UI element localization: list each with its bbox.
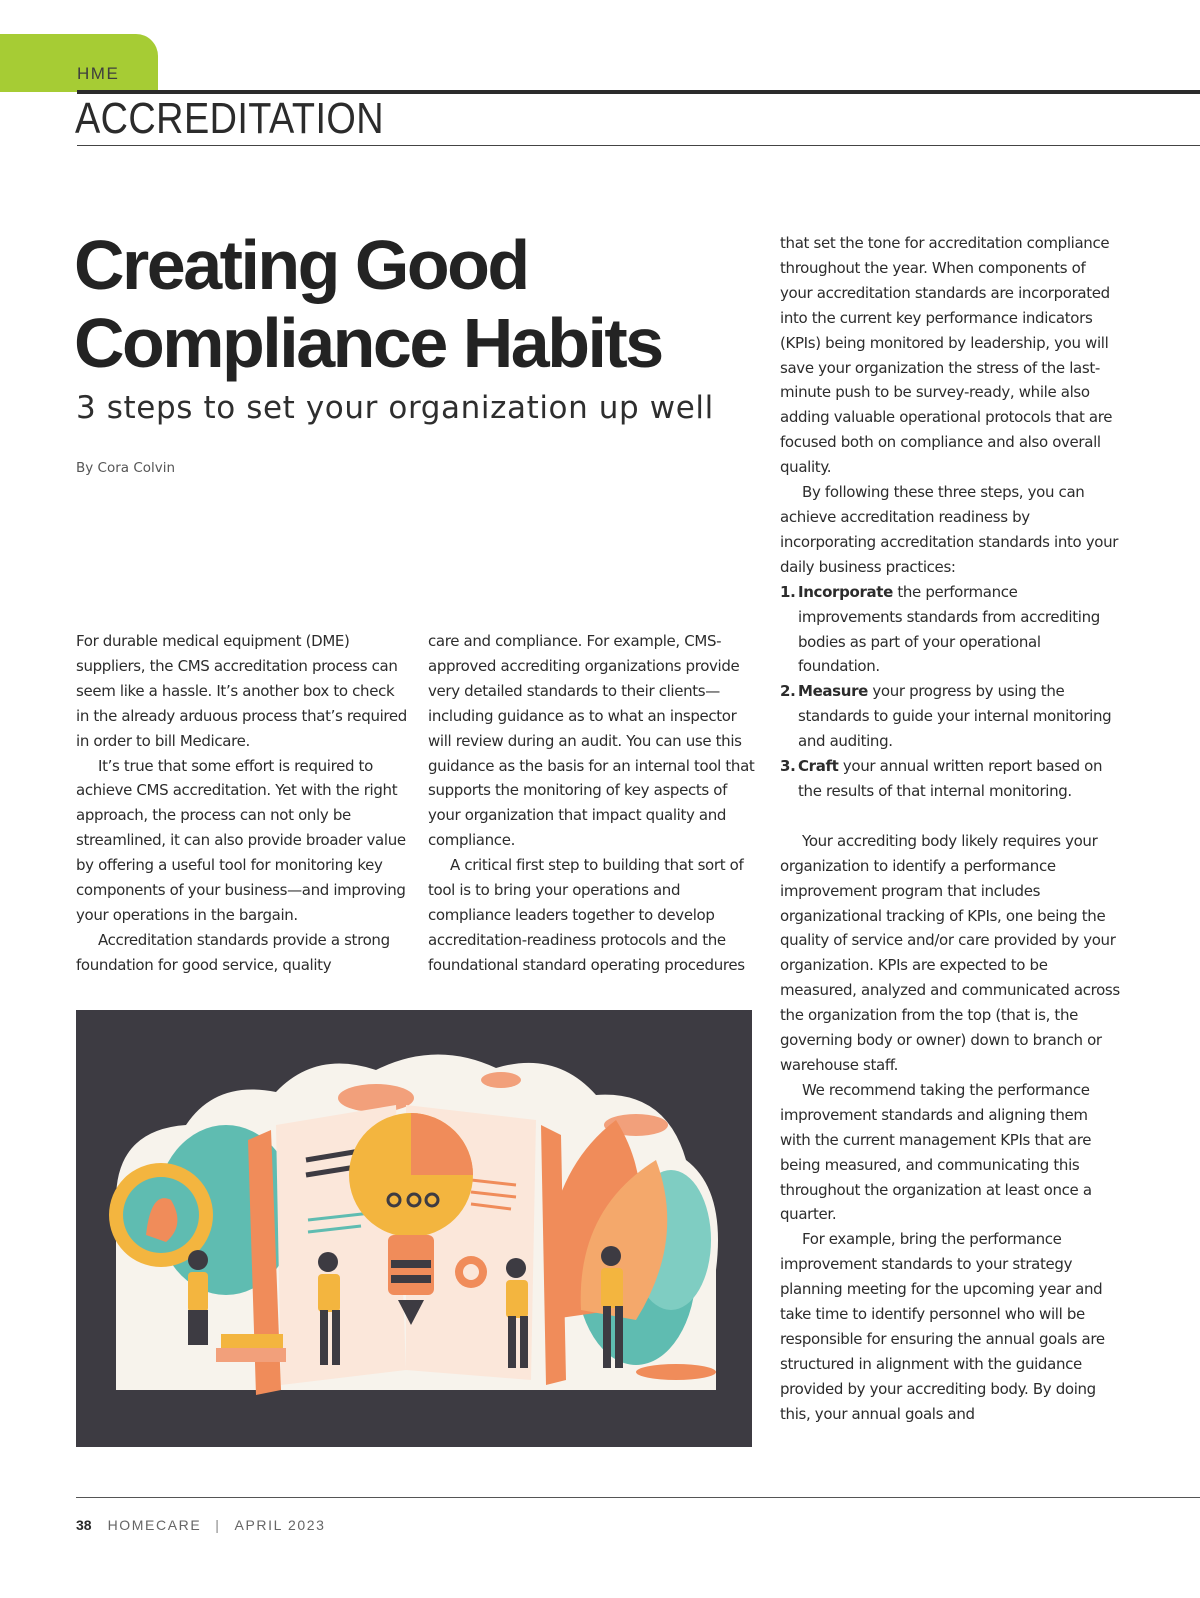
body-column-3 — [780, 231, 1120, 1427]
magazine-name: HOMECARE — [107, 1517, 202, 1533]
paragraph: Your accrediting body likely requires your organization to identify a performance improvement program that includes organizational tracking of KPIs, one being the quality of service and/or care provided by your organization. KPIs are expected to be measured, analyzed and communicated across the organization from the top (that is, the governing body or owner) down to branch or warehouse staff. — [780, 831, 1120, 1074]
article-title — [74, 226, 662, 382]
steps-list — [780, 580, 1120, 804]
step-item: 1. Incorporate the performance improvements standards from accrediting bodies as part of your operational foundation. — [780, 582, 1100, 676]
footer-separator: | — [215, 1517, 221, 1533]
article-deck: 3 steps to set your organization up well — [76, 390, 714, 426]
issue-date: APRIL 2023 — [234, 1517, 326, 1533]
page-number: 38 — [76, 1517, 92, 1533]
article-illustration — [76, 1010, 752, 1447]
paragraph: that set the tone for accreditation compliance throughout the year. When components of your accreditation standards are incorporated into the current key performance indicators (KPIs) being monitored by leadership, you will save your organization the stress of the last-minute push to be survey-ready, while also adding valuable operational protocols that are focused both on compliance and also overall quality. — [780, 234, 1113, 477]
step-item: 2. Measure your progress by using the standards to guide your internal monitoring and auditing. — [780, 682, 1112, 751]
title-line-2: Compliance Habits — [74, 304, 662, 382]
body-column-1 — [76, 629, 411, 978]
footer-rule — [76, 1497, 1200, 1498]
page-footer — [76, 1517, 326, 1533]
body-column-2 — [428, 629, 763, 978]
paragraph: We recommend taking the performance improvement standards and aligning them with the current management KPIs that are being measured, and communicating this throughout the organization at least once a quarter. — [780, 1080, 1092, 1224]
paragraph: Accreditation standards provide a strong foundation for good service, quality — [76, 930, 390, 974]
step-item: 3. Craft your annual written report based on the results of that internal monitoring. — [780, 757, 1103, 800]
spacer — [780, 804, 1120, 829]
paragraph: A critical first step to building that sort of tool is to bring your operations and compliance leaders together to develop accreditation-readiness protocols and the foundational standard operating procedures — [428, 856, 745, 974]
paragraph: By following these three steps, you can achieve accreditation readiness by incorporating accreditation standards into your daily business practices: — [780, 483, 1119, 576]
section-label-small: HME — [77, 64, 120, 83]
paragraph: It’s true that some effort is required to achieve CMS accreditation. Yet with the right approach, the process can not only be streamlined, it can also provide broader value by offering a useful tool for monitoring key components of your business—and improving your operations in the bargain. — [76, 756, 406, 924]
section-label: ACCREDITATION — [75, 94, 385, 143]
title-line-1: Creating Good — [74, 226, 528, 304]
paragraph: For durable medical equipment (DME) suppliers, the CMS accreditation process can seem like a hassle. It’s another box to check in the already arduous process that’s required in order to bill Medicare. — [76, 632, 407, 750]
lightbulb-book-illustration — [76, 1010, 752, 1447]
article-byline: By Cora Colvin — [76, 460, 176, 476]
header-rule-thin — [77, 145, 1200, 146]
paragraph: For example, bring the performance improvement standards to your strategy planning meeting for the upcoming year and take time to identify personnel who will be responsible for ensuring the annual goals are structured in alignment with the guidance provided by your accrediting body. By doing this, your annual goals and — [780, 1230, 1105, 1423]
paragraph: care and compliance. For example, CMS-approved accrediting organizations provide very detailed standards to their clients—including guidance as to what an inspector will review during an audit. You can use this guidance as the basis for an internal tool that supports the monitoring of key aspects of your organization that impact quality and compliance. — [428, 632, 755, 850]
